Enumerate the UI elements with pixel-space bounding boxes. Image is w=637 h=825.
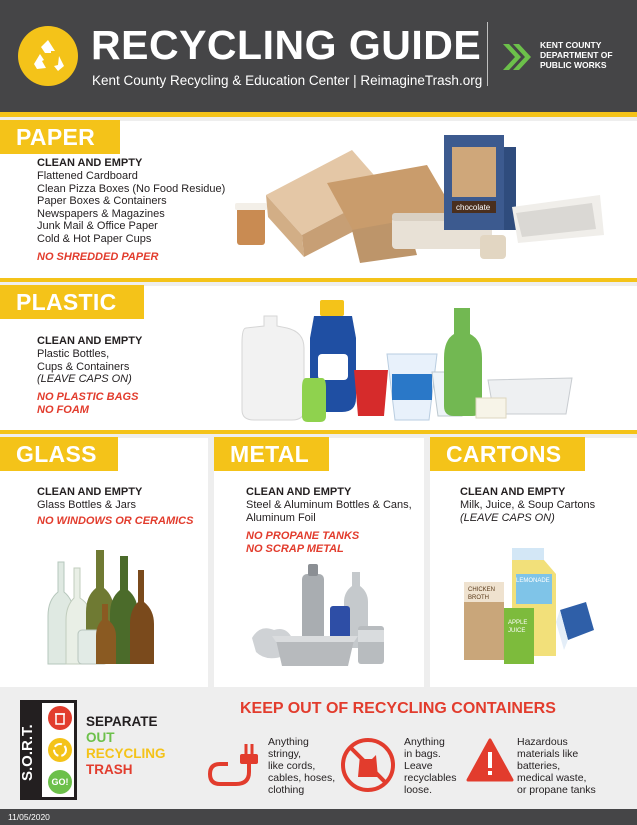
list-item: Aluminum Foil <box>246 511 316 524</box>
list-item: Steel & Aluminum Bottles & Cans, <box>246 499 412 511</box>
page-title: RECYCLING GUIDE <box>91 22 482 68</box>
header-divider <box>487 22 488 86</box>
metal-label: METAL <box>214 437 329 471</box>
hazard-warning-icon <box>466 738 514 782</box>
plastic-heading: CLEAN AND EMPTY <box>37 335 143 347</box>
list-item: Plastic Bottles, <box>37 348 110 360</box>
list-item: Flattened Cardboard <box>37 170 138 182</box>
list-item: Paper Boxes & Containers <box>37 195 167 208</box>
caps-note: (LEAVE CAPS ON) <box>460 511 555 524</box>
metal-items-illustration <box>250 560 400 672</box>
print-date: 11/05/2020 <box>8 812 50 822</box>
column-divider <box>208 434 214 687</box>
recycle-icon <box>28 36 68 76</box>
sort-words: SEPARATE OUT RECYCLING TRASH <box>86 714 166 777</box>
paper-label: PAPER <box>0 120 120 154</box>
apple-juice-label: APPLE <box>508 620 528 626</box>
plastic-list <box>37 348 132 386</box>
glass-items-illustration <box>44 540 162 670</box>
caps-note: (LEAVE CAPS ON) <box>37 373 132 386</box>
go-light-icon: GO! <box>48 770 72 794</box>
keep-out-bags: Anything in bags. Leave recyclables loose. <box>404 736 457 796</box>
cereal-box-label: chocolate <box>456 203 491 212</box>
keep-out-cords: Anything stringy, like cords, cables, hoses, clothing <box>268 736 336 796</box>
cartons-label: CARTONS <box>430 437 585 471</box>
plastic-warnings: NO PLASTIC BAGS NO FOAM <box>37 391 139 416</box>
cartons-list <box>460 499 595 524</box>
recycle-light-icon <box>48 738 72 762</box>
paper-warning: NO SHREDDED PAPER <box>37 251 159 263</box>
keep-out-hazardous: Hazardous materials like batteries, medical waste, or propane tanks <box>517 736 596 796</box>
glass-warning: NO WINDOWS OR CERAMICS <box>37 515 194 527</box>
recycle-logo <box>18 26 78 86</box>
plastic-items-illustration <box>232 298 582 428</box>
no-bags-icon <box>340 737 396 793</box>
glass-label: GLASS <box>0 437 118 471</box>
paper-items-illustration <box>232 135 607 270</box>
page-subtitle: Kent County Recycling & Education Center | ReimagineTrash.org <box>92 73 483 88</box>
lemonade-label: LEMONADE <box>516 578 550 584</box>
plastic-label: PLASTIC <box>0 285 144 319</box>
list-item: Cups & Containers <box>37 360 130 373</box>
glass-list <box>37 499 136 512</box>
metal-heading: CLEAN AND EMPTY <box>246 486 352 498</box>
keep-out-title: KEEP OUT OF RECYCLING CONTAINERS <box>240 700 556 717</box>
apple-juice-label: JUICE <box>508 628 526 634</box>
header-banner <box>0 0 637 112</box>
dpw-chevron-icon <box>501 42 533 72</box>
broth-label: CHICKEN <box>468 587 496 593</box>
glass-heading: CLEAN AND EMPTY <box>37 486 143 498</box>
cord-icon <box>206 740 262 790</box>
list-item: Clean Pizza Boxes (No Food Residue) <box>37 182 226 195</box>
list-item: Milk, Juice, & Soup Cartons <box>460 499 596 511</box>
metal-warnings: NO PROPANE TANKS NO SCRAP METAL <box>246 530 360 555</box>
bottom-bar <box>0 809 637 825</box>
list-item: Cold & Hot Paper Cups <box>37 232 152 245</box>
column-divider <box>424 434 430 687</box>
list-item: Newspapers & Magazines <box>37 207 165 220</box>
list-item: Glass Bottles & Jars <box>37 499 137 511</box>
cartons-heading: CLEAN AND EMPTY <box>460 486 566 498</box>
cartons-items-illustration <box>460 538 600 668</box>
sort-acronym: S.O.R.T. <box>19 724 36 781</box>
org-name: KENT COUNTY DEPARTMENT OF PUBLIC WORKS <box>540 40 613 70</box>
list-item: Junk Mail & Office Paper <box>37 220 158 233</box>
paper-list <box>37 170 225 246</box>
broth-label: BROTH <box>468 595 489 601</box>
paper-heading: CLEAN AND EMPTY <box>37 157 143 169</box>
trash-light-icon <box>48 706 72 730</box>
metal-list <box>246 499 412 524</box>
